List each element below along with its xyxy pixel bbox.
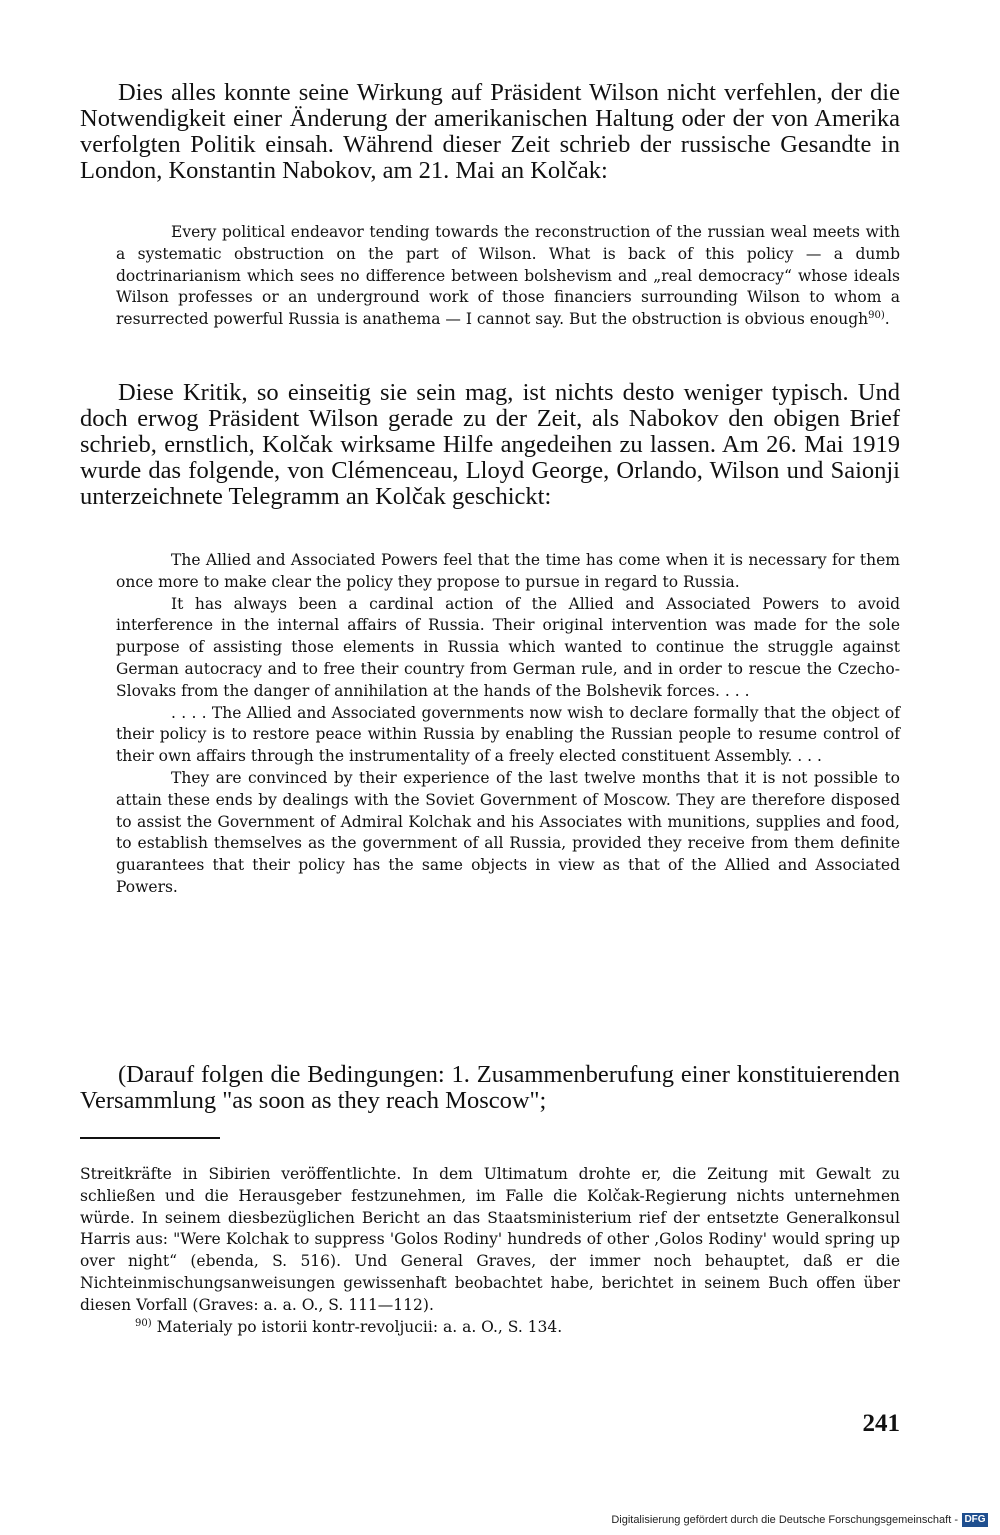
footnote-continued: Streitkräfte in Sibirien veröffentlichte. In dem Ultimatum drohte er, die Zeitung mit Gewalt zu schließen und die Herausgeber festzunehmen, im Falle die Kolčak-Regierung nichts unternehmen würde. In seinem diesbezüglichen Bericht an das Staatsministerium rief der entsetzte Generalkonsul Harris aus: "Were Kolchak to suppress 'Golos Rodiny' hundreds of other ‚Golos Rodiny' would spring up over night“ (ebenda, S. 516). Und General Graves, der immer noch behauptet, daß er die Nichteinmischungsanweisungen gewissenhaft beobachtet habe, berichtet in seinem Buch offen über diesen Vorfall (Graves: a. a. O., S. 111—112). xyxy=(80,1165,900,1314)
telegram-para-2: It has always been a cardinal action of the Allied and Associated Powers to avoid interference in the internal affairs of Russia. Their original intervention was made for the sole purpose of assisting those elements in Russia which wanted to continue the struggle against German autocracy and to free their country from German rule, and in order to rescue the Czecho-Slovaks from the danger of annihilation at the hands of the Bolshevik forces. . . . xyxy=(116,594,900,700)
footnote-90-marker: 90) xyxy=(135,1317,152,1329)
nabokov-quote xyxy=(116,222,900,331)
footnote-ref-90: 90) xyxy=(868,310,885,322)
body-paragraph-2: Diese Kritik, so einseitig sie sein mag, ist nichts desto weniger typisch. Und doch erwog Präsident Wilson gerade zu der Zeit, als Nabokov den obigen Brief schrieb, ernstlich, Kolčak wirksame Hilfe angedeihen zu lassen. Am 26. Mai 1919 wurde das folgende, von Clémenceau, Lloyd George, Orlando, Wilson und Saionji unterzeichnete Telegramm an Kolčak geschickt: xyxy=(80,379,900,510)
body-paragraph-3: (Darauf folgen die Bedingungen: 1. Zusammenberufung einer konstituierenden Versammlung "as soon as they reach Moscow"; xyxy=(80,1061,900,1114)
credit-text: Digitalisierung gefördert durch die Deutsche Forschungsgemeinschaft - xyxy=(611,1514,958,1526)
telegram-para-1: The Allied and Associated Powers feel that the time has come when it is necessary for them once more to make clear the policy they propose to pursue in regard to Russia. xyxy=(116,551,900,591)
telegram-para-3: . . . . The Allied and Associated governments now wish to declare formally that the object of their policy is to restore peace within Russia by enabling the Russian people to resume control of their own affairs through the instrumentality of a freely elected constituent Assembly. . . . xyxy=(116,703,900,766)
footnote-90 xyxy=(80,1317,900,1339)
page-number: 241 xyxy=(862,1410,900,1437)
footnote-90-text: Materialy po istorii kontr-revoljucii: a. a. O., S. 134. xyxy=(151,1317,563,1336)
dfg-logo: DFG xyxy=(962,1513,988,1527)
body-paragraph-1: Dies alles konnte seine Wirkung auf Präsident Wilson nicht verfehlen, der die Notwendigkeit einer Änderung der amerikanischen Haltung oder der von Amerika verfolgten Politik einsah. Während dieser Zeit schrieb der russische Gesandte in London, Konstantin Nabokov, am 21. Mai an Kolčak: xyxy=(80,79,900,184)
telegram-quote xyxy=(116,550,900,899)
footnote-separator xyxy=(80,1137,220,1139)
nabokov-quote-text: Every political endeavor tending towards the reconstruction of the russian weal meets with a systematic obstruction on the part of Wilson. What is back of this policy — a dumb doctrinarianism which sees no difference between bolshevism and „real democracy“ whose ideals Wilson professes or an underground work of those financiers surrounding Wilson to whom a resurrected powerful Russia is anathema — I cannot say. But the obstruction is obvious enough$^{90)}$. xyxy=(116,223,900,329)
footnotes xyxy=(80,1164,900,1338)
digitization-credit xyxy=(611,1513,988,1527)
telegram-para-4: They are convinced by their experience of the last twelve months that it is not possible to attain these ends by dealings with the Soviet Government of Moscow. They are therefore disposed to assist the Government of Admiral Kolchak and his Associates with munitions, supplies and food, to establish themselves as the government of all Russia, provided they receive from them definite guarantees that their policy has the same objects in view as that of the Allied and Associated Powers. xyxy=(116,768,900,896)
nabokov-quote-body: Every political endeavor tending towards the reconstruction of the russian weal meets with a systematic obstruction on the part of Wilson. What is back of this policy — a dumb doctrinarianism which sees no difference between bolshevism and „real democracy“ whose ideals Wilson professes or an underground work of those financiers surrounding Wilson to whom a resurrected powerful Russia is anathema — I cannot say. But the obstruction is obvious enough xyxy=(116,223,900,329)
